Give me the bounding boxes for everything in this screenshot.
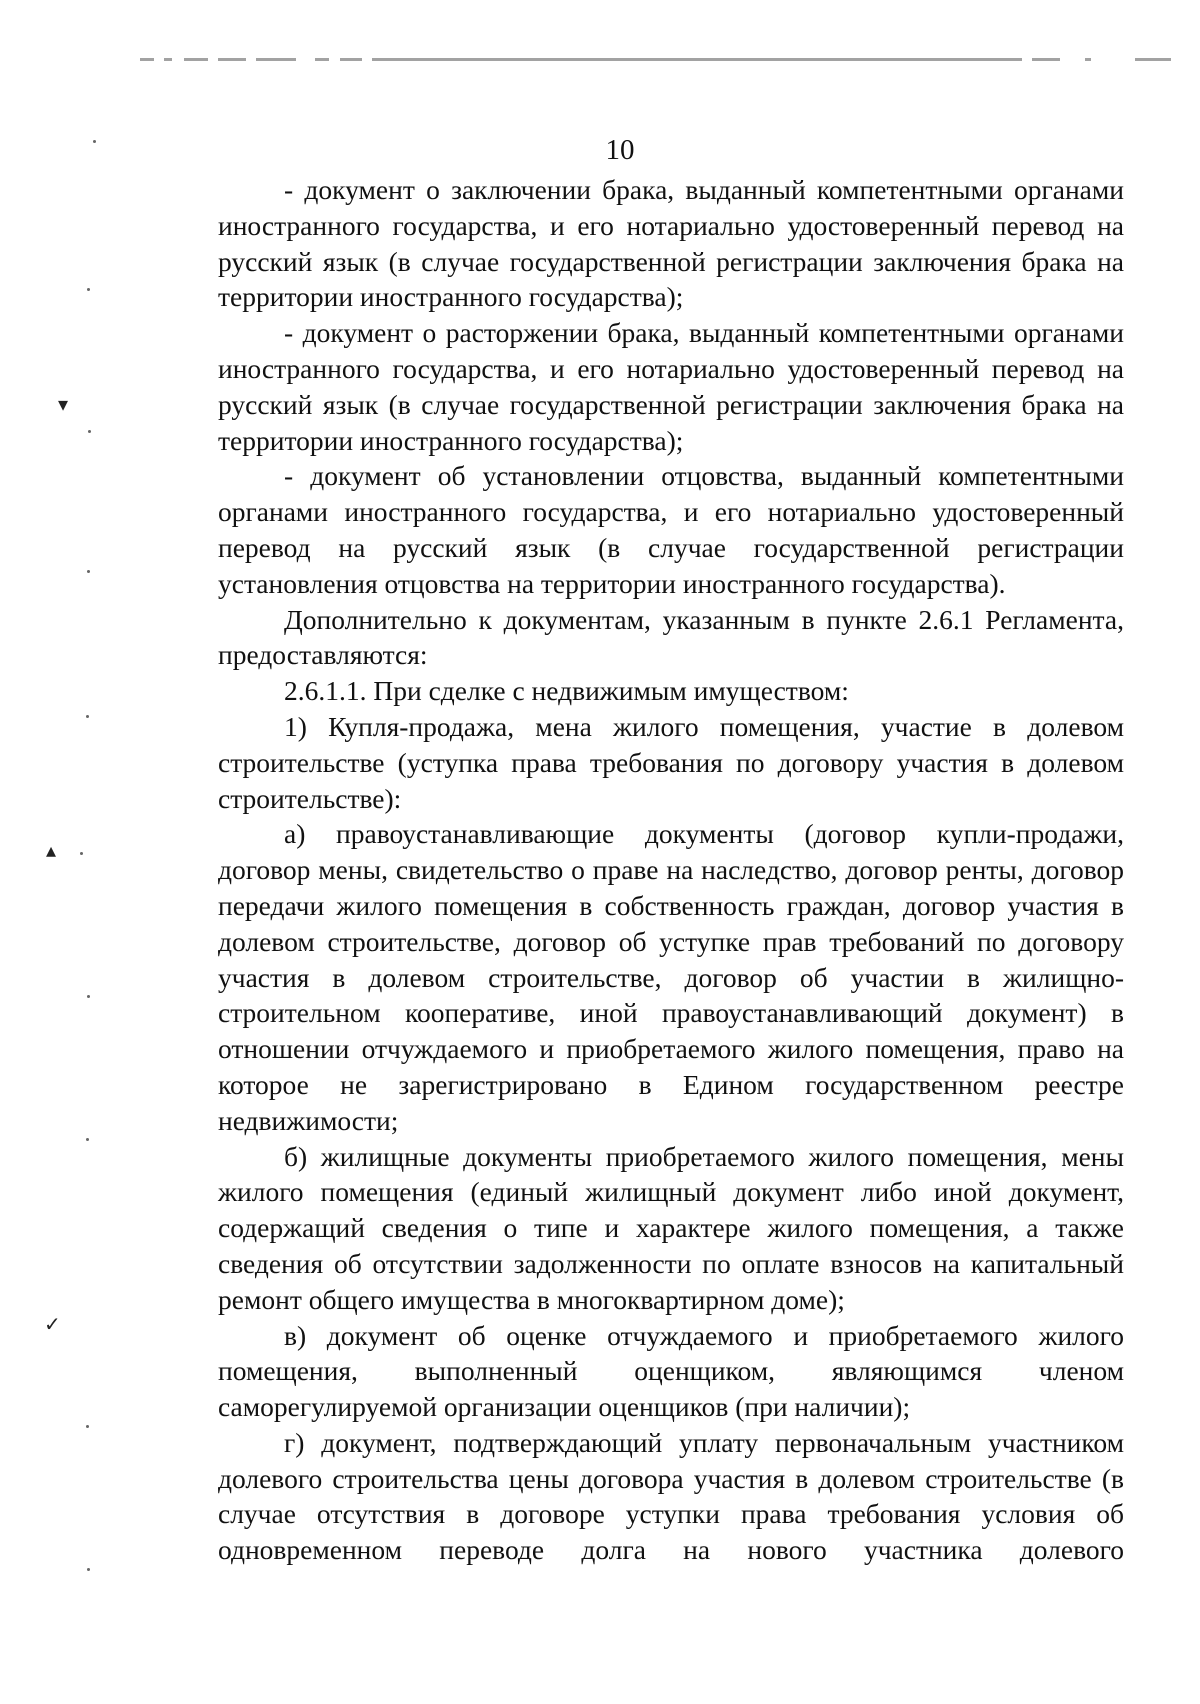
margin-mark: ✓ xyxy=(44,1312,61,1336)
margin-dot xyxy=(87,1568,90,1571)
paragraph-item-a: а) правоустанавливающие документы (договор купли-продажи, договор мены, свидетельство о праве на наследство, договор ренты, договор передачи жилого помещения в собственность граждан, договор участия в долевом строительстве, договор об уступке прав требований по договору участия в долевом строительстве, договор об участии в жилищно-строительном кооперативе, иной правоустанавливающий документ) в отношении отчуждаемого и приобретаемого жилого помещения, право на которое не зарегистрировано в Едином государственном реестре недвижимости; xyxy=(218,818,1124,1136)
page-number: 10 xyxy=(605,134,635,166)
margin-dot xyxy=(86,1425,89,1428)
paragraph-divorce-document: - документ о расторжении брака, выданный компетентными органами иностранного государства, и его нотариально удостоверенный перевод на русский язык (в случае государственной регистрации заключения брака на территории иностранного государства); xyxy=(218,317,1124,456)
margin-dot xyxy=(86,715,89,718)
paragraph-marriage-document: - документ о заключении брака, выданный компетентными органами иностранного государства, и его нотариально удостоверенный перевод на русский язык (в случае государственной регистрации заключения брака на территории иностранного государства); xyxy=(218,174,1124,313)
document-text xyxy=(218,172,1124,1568)
paragraph-item-g: г) документ, подтверждающий уплату первоначальным участником долевого строительства цены договора участия в долевом строительстве (в случае отсутствия в договоре уступки права требования условия об одновременном переводе долга на нового участника долевого xyxy=(218,1426,1124,1566)
paragraph-additional-documents: Дополнительно к документам, указанным в пункте 2.6.1 Регламента, предоставляются: xyxy=(218,603,1124,671)
paragraph-item-1: 1) Купля-продажа, мена жилого помещения, участие в долевом строительстве (уступка права требования по договору участия в долевом строительстве): xyxy=(218,710,1124,814)
margin-mark: ▴ xyxy=(46,838,57,862)
paragraph-clause-2-6-1-1: 2.6.1.1. При сделке с недвижимым имуществом: xyxy=(284,675,849,707)
scan-edge-line xyxy=(140,58,1180,64)
paragraph-paternity-document: - документ об установлении отцовства, выданный компетентными органами иностранного государства, и его нотариально удостоверенный перевод на русский язык (в случае государственной регистрации установления отцовства на территории иностранного государства). xyxy=(218,460,1124,599)
margin-dot xyxy=(87,288,90,291)
margin-dot xyxy=(86,1138,89,1141)
margin-dot xyxy=(87,995,90,998)
margin-dot xyxy=(87,570,90,573)
paragraph-item-b: б) жилищные документы приобретаемого жилого помещения, мены жилого помещения (единый жилищный документ либо иной документ, содержащий сведения о типе и характере жилого помещения, а также сведения об отсутствии задолженности по оплате взносов на капитальный ремонт общего имущества в многоквартирном доме); xyxy=(218,1140,1124,1315)
margin-dot xyxy=(80,852,83,855)
margin-dot xyxy=(88,430,91,433)
paragraph-item-v: в) документ об оценке отчуждаемого и приобретаемого жилого помещения, выполненный оценщиком, являющимся членом саморегулируемой организации оценщиков (при наличии); xyxy=(218,1319,1124,1423)
margin-mark: ▾ xyxy=(58,392,69,416)
